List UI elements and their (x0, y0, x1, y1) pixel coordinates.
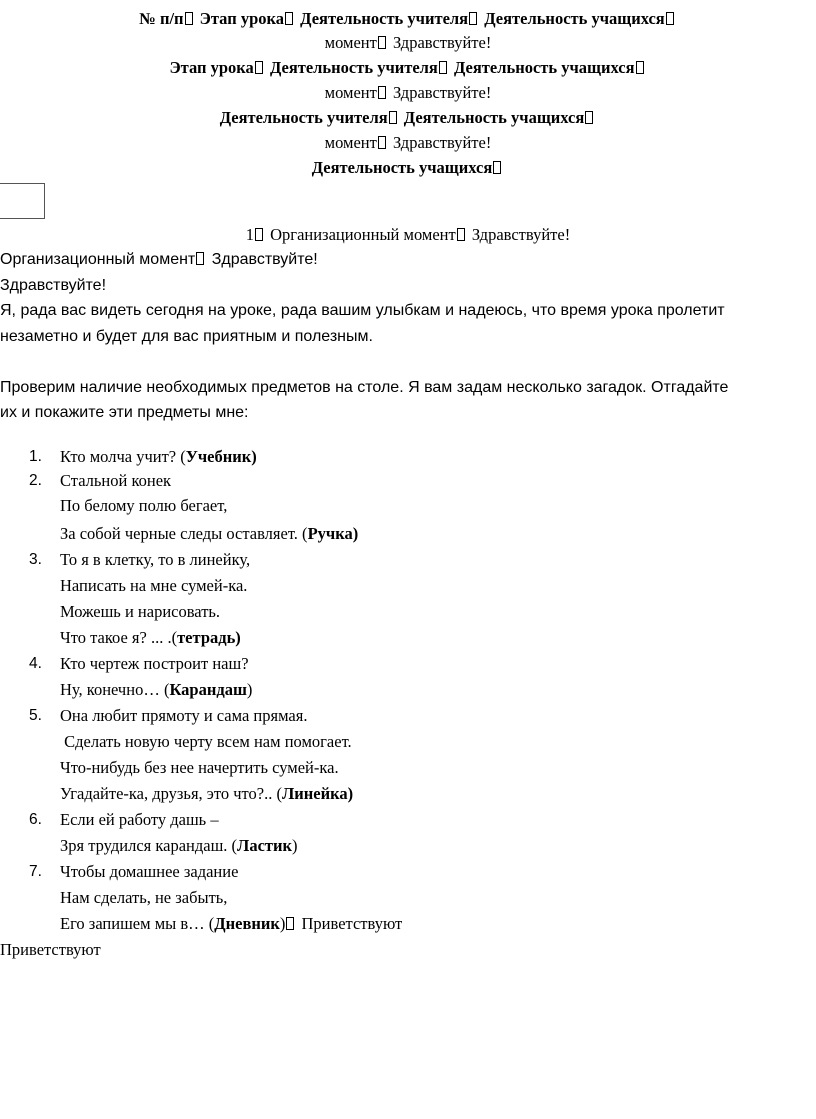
riddle-2-line-2: По белому полю бегает, (60, 496, 228, 515)
riddle-text: Кто молча учит? ( (60, 447, 186, 466)
moment-label: момент (324, 83, 377, 102)
table-data-row-1 (0, 224, 816, 246)
list-number: 2. (29, 472, 42, 489)
missing-glyph-icon (378, 136, 386, 149)
closing-line: Приветствуют (0, 940, 101, 959)
riddle-answer: тетрадь) (177, 628, 241, 647)
intro-paragraph-1-line-2: незаметно и будет для вас приятным и полезным. (0, 328, 373, 345)
list-number: 1. (29, 448, 42, 465)
header-cell-students: Деятельность учащихся (311, 158, 493, 177)
riddle-text: Угадайте-ка, друзья, это что?.. ( (60, 784, 282, 803)
header-cell-students: Деятельность учащихся (403, 108, 585, 127)
missing-glyph-icon (457, 228, 465, 241)
table-moment-row-3 (0, 132, 816, 154)
missing-glyph-icon (666, 12, 674, 25)
riddle-text: За собой черные следы оставляет. ( (60, 524, 308, 543)
riddle-bracket: ) (251, 447, 257, 466)
intro-paragraph-2-line-1: Проверим наличие необходимых предметов на столе. Я вам задам несколько загадок. Отгадайте (0, 379, 729, 396)
list-number: 7. (29, 863, 42, 880)
greeting-cell: Здравствуйте! (471, 225, 571, 244)
riddle-bracket: ) (246, 680, 253, 699)
header-cell-stage: Этап урока (199, 9, 285, 28)
riddle-3-line-3: Можешь и нарисовать. (60, 602, 221, 621)
riddle-6-line-2 (60, 835, 298, 857)
moment-label: момент (324, 133, 377, 152)
missing-glyph-icon (286, 917, 294, 930)
riddle-answer: Учебник (185, 447, 252, 466)
riddle-text: Зря трудился карандаш. ( (60, 836, 238, 855)
intro-paragraph-1-line-1: Я, рада вас видеть сегодня на уроке, рада вашим улыбкам и надеюсь, что время урока пролетит (0, 302, 725, 319)
missing-glyph-icon (185, 12, 193, 25)
missing-glyph-icon (378, 36, 386, 49)
riddle-answer: Линейка (282, 784, 348, 803)
riddle-answer: Ластик (237, 836, 293, 855)
riddle-1 (60, 446, 257, 468)
header-cell-students: Деятельность учащихся (484, 9, 665, 28)
missing-glyph-icon (378, 86, 386, 99)
table-header-row-2 (0, 57, 816, 79)
missing-glyph-icon (389, 111, 397, 124)
header-cell-teacher: Деятельность учителя (219, 108, 388, 127)
header-cell-students: Деятельность учащихся (454, 58, 635, 77)
riddle-3-line-4 (60, 627, 241, 649)
missing-glyph-icon (636, 61, 644, 74)
riddle-5-line-1: Она любит прямоту и сама прямая. (60, 706, 308, 725)
riddle-7-line-2: Нам сделать, не забыть, (60, 888, 228, 907)
riddle-3-line-2: Написать на мне сумей-ка. (60, 576, 248, 595)
greeting-cell: Здравствуйте! (392, 33, 492, 52)
list-number: 6. (29, 811, 42, 828)
moment-label: момент (324, 33, 377, 52)
stage-label: Организационный момент (0, 251, 196, 268)
greeting-cell: Здравствуйте! (392, 133, 492, 152)
list-number: 5. (29, 707, 42, 724)
empty-table-cell (0, 183, 45, 219)
greeting-cell: Здравствуйте! (392, 83, 492, 102)
header-cell-stage: Этап урока (169, 58, 254, 77)
missing-glyph-icon (439, 61, 447, 74)
table-header-row-3 (0, 107, 816, 129)
riddle-answer: Карандаш (169, 680, 247, 699)
row-number: 1 (245, 225, 255, 244)
stage-line (0, 249, 318, 271)
table-header-row-1 (0, 8, 816, 30)
riddle-answer: Дневник (214, 914, 280, 933)
header-cell-teacher: Деятельность учителя (300, 9, 469, 28)
riddle-2-line-3 (60, 523, 358, 545)
missing-glyph-icon (196, 252, 204, 265)
list-number: 3. (29, 551, 42, 568)
riddle-text: Ну, конечно… ( (60, 680, 170, 699)
riddle-text: Его запишем мы в… ( (60, 914, 215, 933)
missing-glyph-icon (493, 161, 501, 174)
riddle-5-line-4 (60, 783, 353, 805)
riddle-2-line-1: Стальной конек (60, 471, 172, 490)
missing-glyph-icon (255, 61, 263, 74)
greeting-line: Здравствуйте! (0, 277, 107, 294)
riddle-6-line-1: Если ей работу дашь – (60, 810, 219, 829)
table-header-row-4 (0, 157, 816, 179)
header-cell-teacher: Деятельность учителя (269, 58, 438, 77)
riddle-3-line-1: То я в клетку, то в линейку, (60, 550, 251, 569)
riddle-4-line-2 (60, 679, 252, 701)
riddle-bracket: ) (347, 784, 354, 803)
students-response: Приветствуют (301, 914, 403, 933)
missing-glyph-icon (285, 12, 293, 25)
stage-cell: Организационный момент (270, 225, 456, 244)
table-moment-row-2 (0, 82, 816, 104)
missing-glyph-icon (469, 12, 477, 25)
riddle-answer: Ручка) (307, 524, 359, 543)
missing-glyph-icon (585, 111, 593, 124)
riddle-5-line-2: Сделать новую черту всем нам помогает. (60, 732, 352, 751)
list-number: 4. (29, 655, 42, 672)
riddle-4-line-1: Кто чертеж построит наш? (60, 654, 249, 673)
riddle-7-line-3 (60, 913, 402, 935)
riddle-bracket: ) (279, 914, 286, 933)
riddle-text: Что такое я? ... .( (60, 628, 178, 647)
intro-paragraph-2-line-2: их и покажите эти предметы мне: (0, 404, 249, 421)
stage-greeting: Здравствуйте! (211, 251, 318, 268)
riddle-bracket: ) (292, 836, 298, 855)
header-cell-number: № п/п (139, 9, 184, 28)
missing-glyph-icon (255, 228, 263, 241)
riddle-7-line-1: Чтобы домашнее задание (60, 862, 239, 881)
riddle-5-line-3: Что-нибудь без нее начертить сумей-ка. (60, 758, 339, 777)
table-moment-row-1 (0, 32, 816, 54)
